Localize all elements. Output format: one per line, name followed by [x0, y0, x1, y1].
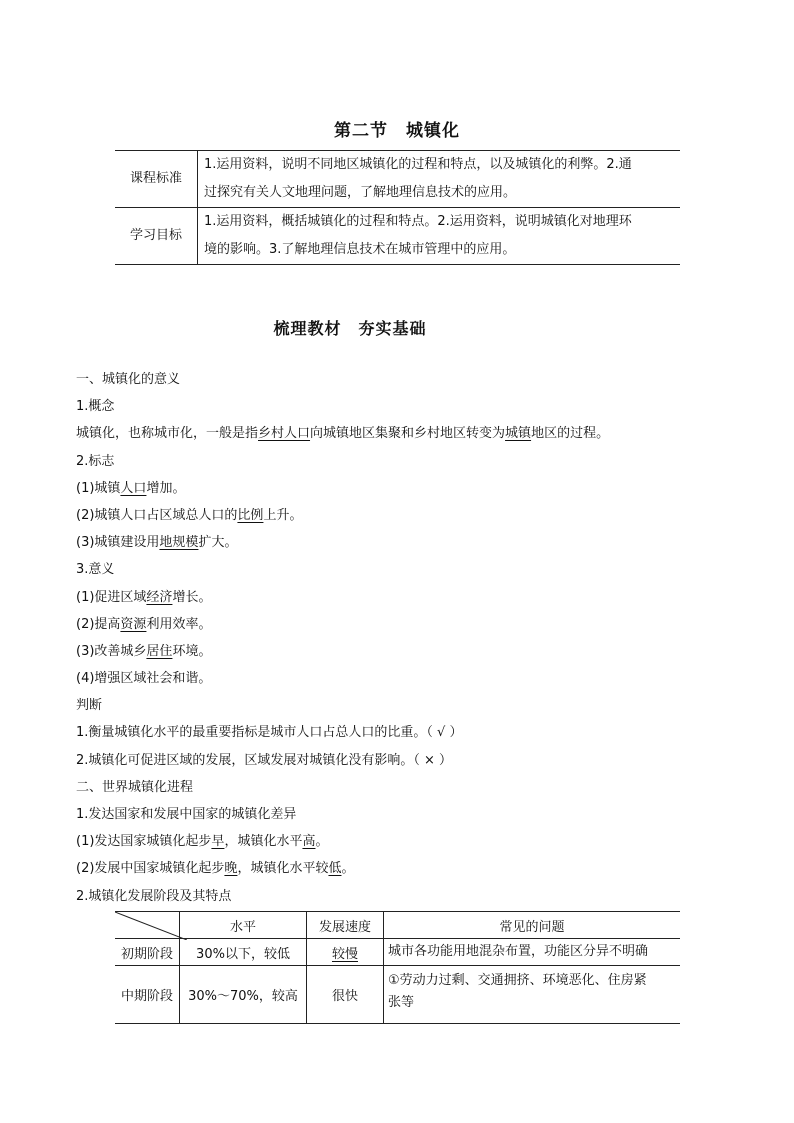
blank-answer: 城镇 — [505, 426, 532, 442]
table-row — [115, 966, 680, 1024]
list-item: (1)促进区域经济增长。 — [76, 589, 212, 605]
blank-answer: 地规模 — [159, 535, 199, 551]
blank-answer: 居住 — [146, 643, 173, 659]
row-line: 过探究有关人文地理问题，了解地理信息技术的应用。 — [204, 185, 517, 200]
blank-answer: 较慢 — [331, 946, 358, 962]
blank-answer: 高 — [302, 834, 316, 850]
row-line: 1.运用资料，概括城镇化的过程和特点。2.运用资料，说明城镇化对地理环 — [204, 214, 632, 229]
blank-answer: 乡村人口 — [258, 426, 311, 442]
speed-cell: 很快 — [307, 966, 384, 1024]
row-label: 课程标准 — [115, 151, 198, 208]
subheading: 1.概念 — [76, 399, 115, 415]
table-row — [115, 151, 680, 208]
stage-cell: 中期阶段 — [115, 966, 180, 1024]
heading: 一、城镇化的意义 — [76, 372, 181, 387]
row-content — [198, 208, 681, 265]
list-item: (2)提高资源利用效率。 — [76, 616, 212, 632]
row-line: 境的影响。3.了解地理信息技术在城市管理中的应用。 — [204, 242, 516, 257]
subheading: 判断 — [76, 698, 103, 714]
heading: 二、世界城镇化进程 — [76, 779, 194, 795]
list-item: (3)城镇建设用地规模扩大。 — [76, 535, 238, 551]
blank-answer: 人口 — [120, 480, 147, 496]
subheading: 2.城镇化发展阶段及其特点 — [76, 888, 232, 904]
column-header: 常见的问题 — [384, 912, 681, 939]
list-item: (3)改善城乡居住环境。 — [76, 643, 212, 659]
list-item: (2)发展中国家城镇化起步晚，城镇化水平较低。 — [76, 861, 355, 877]
curriculum-standards-table — [115, 150, 680, 265]
level-cell: 30%以下，较低 — [180, 939, 307, 966]
diagonal-line — [115, 912, 187, 940]
body-text — [76, 366, 716, 910]
issue-cell: 城市各功能用地混杂布置，功能区分异不明确 — [384, 939, 681, 966]
row-content — [198, 151, 681, 208]
level-cell: 30%～70%，较高 — [180, 966, 307, 1024]
blank-answer: 低 — [328, 861, 342, 877]
stage-cell: 初期阶段 — [115, 939, 180, 966]
table-row — [115, 939, 680, 966]
judge-item: 2.城镇化可促进区域的发展，区域发展对城镇化没有影响。（ × ） — [76, 752, 453, 768]
table-header-row — [115, 912, 680, 939]
blank-answer: 资源 — [120, 616, 147, 632]
blank-answer: 早 — [211, 834, 225, 850]
judge-item: 1.衡量城镇化水平的最重要指标是城市人口占总人口的比重。（ √ ） — [76, 725, 463, 741]
list-item: (2)城镇人口占区域总人口的比例上升。 — [76, 507, 303, 523]
list-item: (1)发达国家城镇化起步早，城镇化水平高。 — [76, 834, 329, 850]
urbanization-stage-table — [115, 911, 680, 1024]
issue-cell: ①劳动力过剩、交通拥挤、环境恶化、住房紧 张等 — [384, 966, 681, 1024]
list-item: (1)城镇人口增加。 — [76, 480, 186, 496]
subheading: 1.发达国家和发展中国家的城镇化差异 — [76, 807, 297, 822]
section-title: 梳理教材 夯实基础 — [273, 319, 427, 338]
row-line: 1.运用资料，说明不同地区城镇化的过程和特点，以及城镇化的利弊。2.通 — [204, 157, 632, 172]
blank-answer: 晚 — [224, 861, 238, 877]
column-header: 发展速度 — [307, 912, 384, 939]
row-label: 学习目标 — [115, 208, 198, 265]
page-title: 第二节 城镇化 — [334, 121, 460, 141]
blank-answer: 经济 — [146, 589, 173, 605]
table-row — [115, 208, 680, 265]
diagonal-header-cell — [115, 912, 180, 939]
concept-text: 城镇化，也称城市化，一般是指乡村人口向城镇地区集聚和乡村地区转变为城镇地区的过程。 — [76, 426, 610, 442]
subheading: 3.意义 — [76, 562, 115, 578]
speed-cell — [307, 939, 384, 966]
list-item: (4)增强区域社会和谐。 — [76, 671, 212, 687]
subheading: 2.标志 — [76, 453, 115, 469]
blank-answer: 比例 — [237, 507, 264, 523]
column-header: 水平 — [180, 912, 307, 939]
